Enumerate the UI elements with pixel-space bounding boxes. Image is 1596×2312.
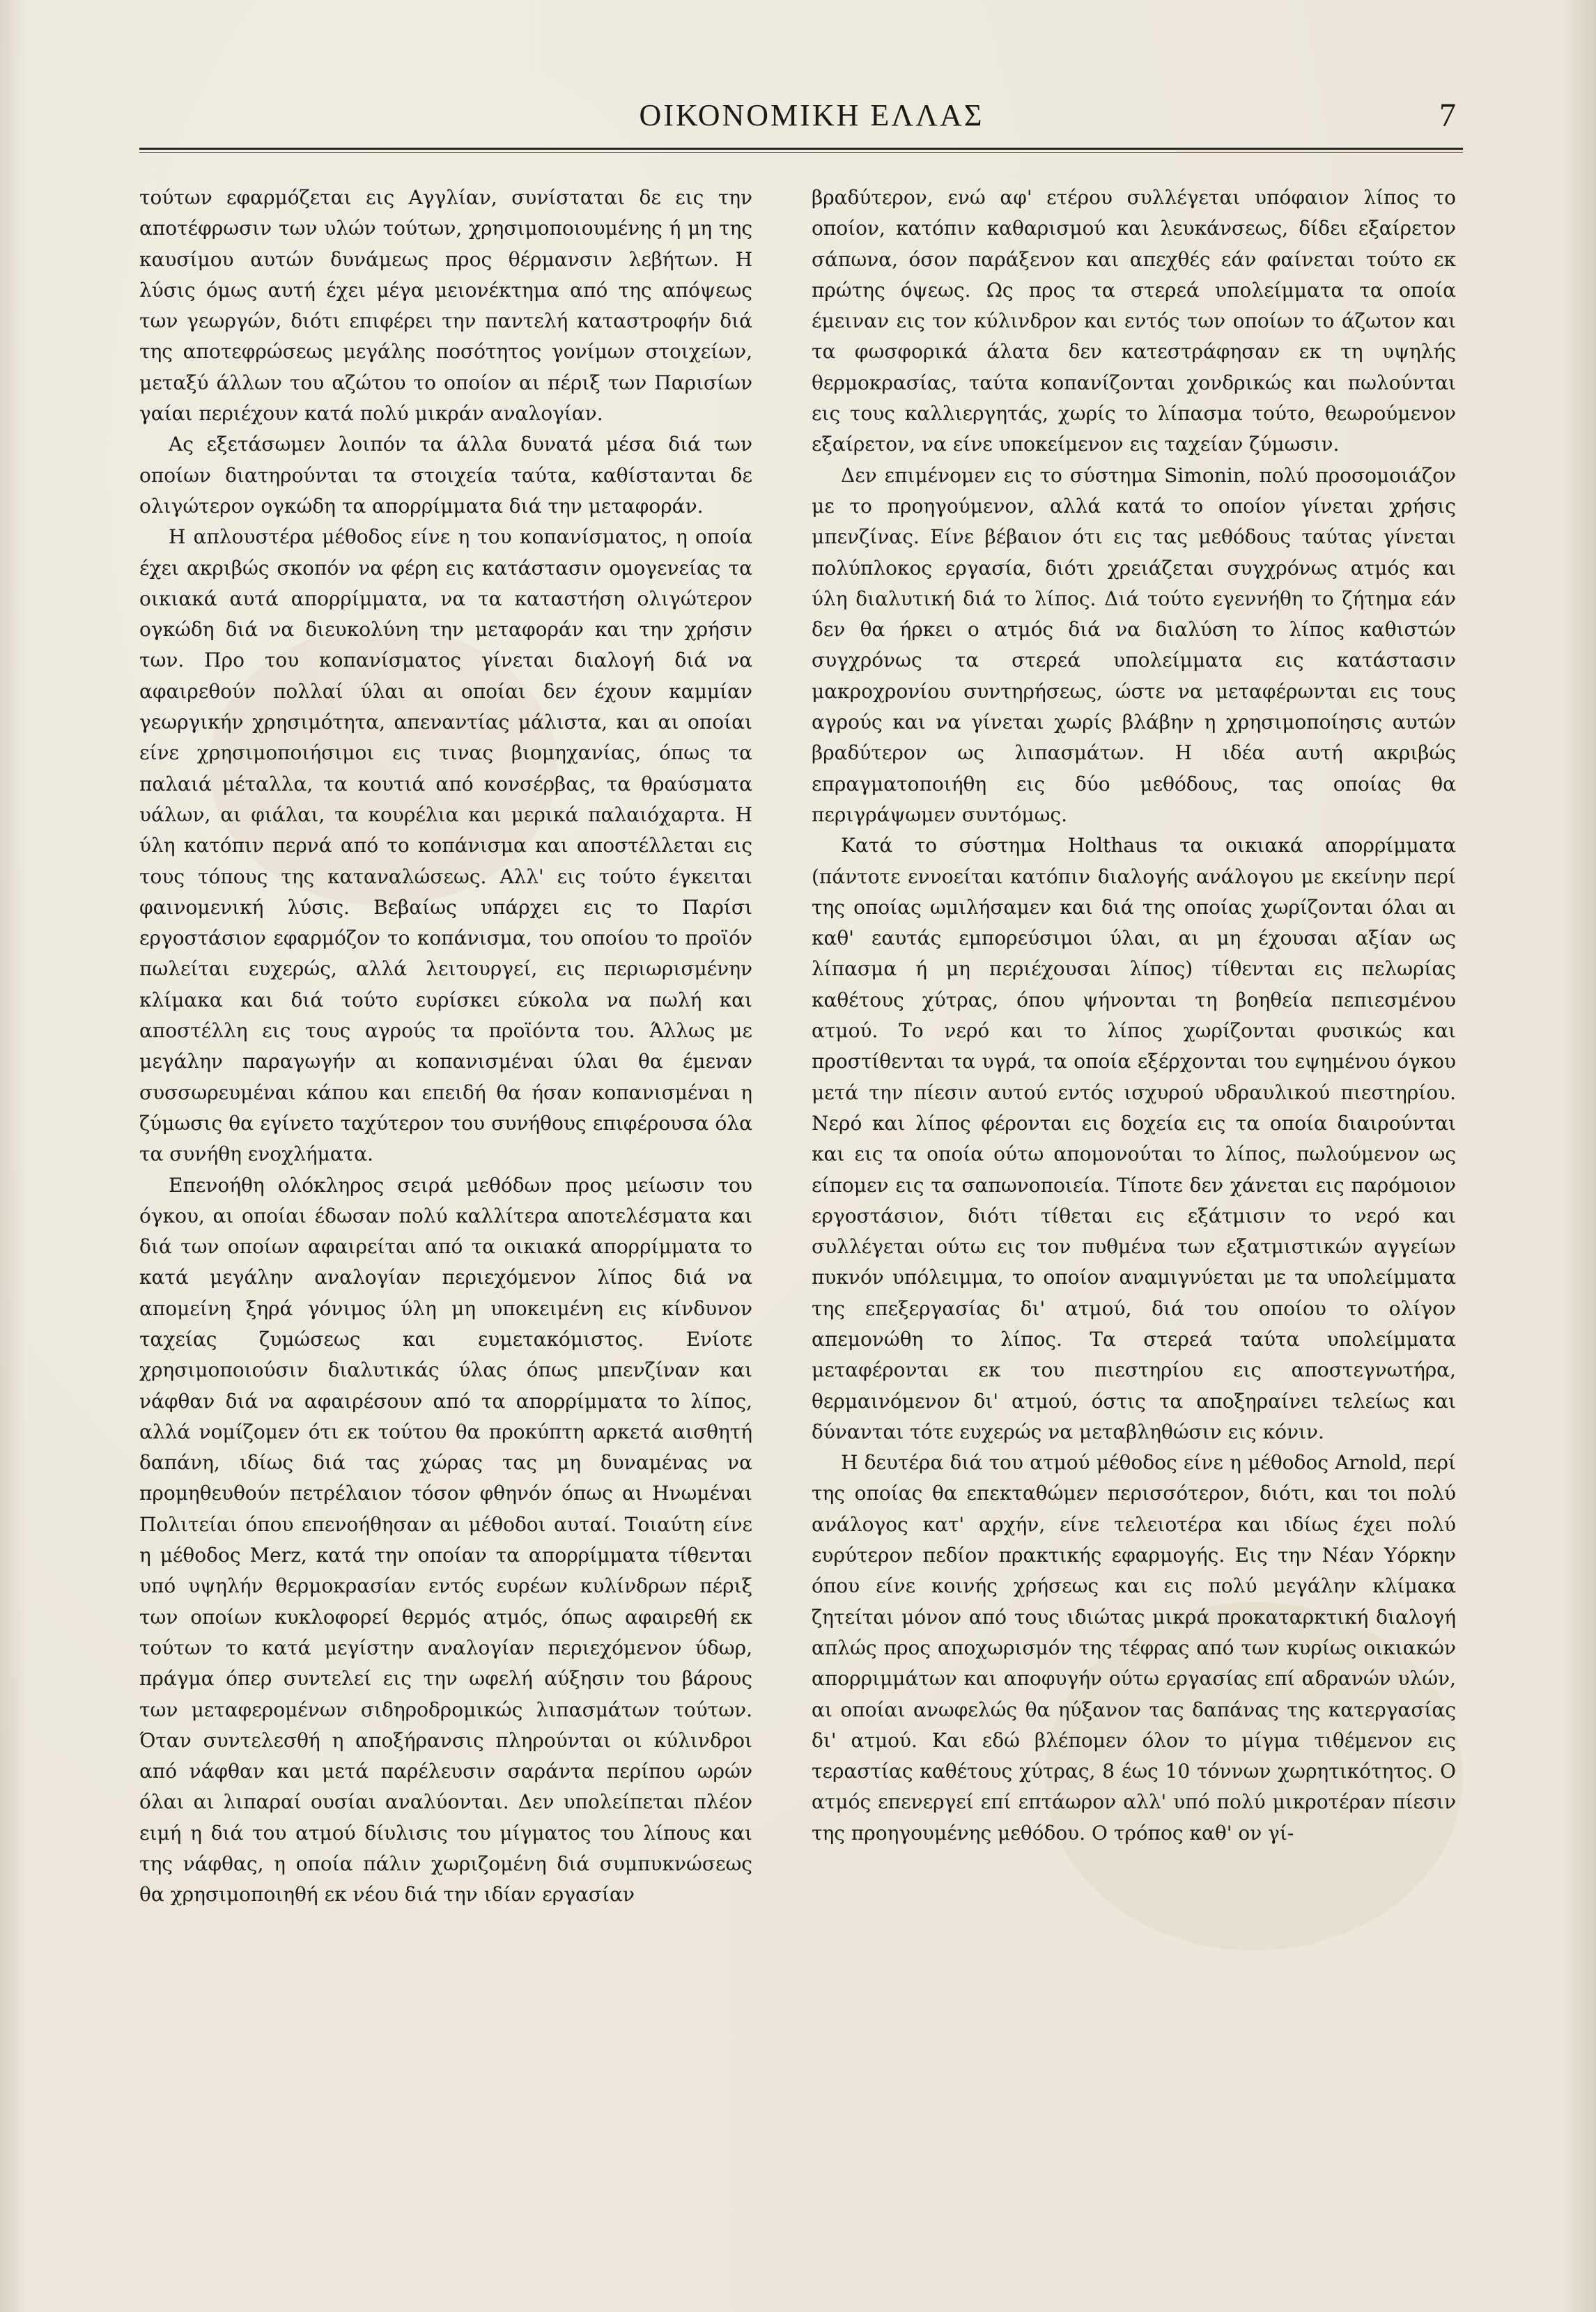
right-column [812, 183, 1456, 1849]
paragraph: βραδύτερον, ενώ αφ' ετέρου συλλέγεται υπόφαιον λίπος το οποίον, κατόπιν καθαρισμού και λευκάνσεως, δίδει εξαίρετον σάπωνα, όσον παράξενον και απεχθές εάν φαίνεται τούτο εκ πρώτης όψεως. Ως προς τα στερεά υπολείμματα τα οποία έμειναν εις τον κύλινδρον και εντός των οποίων το άζωτον και τα φωσφορικά άλατα δεν κατεστράφησαν εκ τη υψηλής θερμοκρασίας, ταύτα κοπανίζονται χονδρικώς και πωλούνται εις τους καλλιεργητάς, χωρίς το λίπασμα τούτο, θεωρούμενον εξαίρετον, να είνε υποκείμενον εις ταχείαν ζύμωσιν. [812, 186, 1456, 456]
paragraph: Επενοήθη ολόκληρος σειρά μεθόδων προς μείωσιν του όγκου, αι οποίαι έδωσαν πολύ καλλίτερα αποτελέσματα και διά των οποίων αφαιρείται από τα οικιακά απορρίμματα το κατά μεγάλην αναλογίαν περιεχόμενον λίπος διά να απομείνη ξηρά γόνιμος ύλη μη υποκειμένη εις κίνδυνον ταχείας ζυμώσεως και ευμετακόμιστος. Ενίοτε χρησιμοποιούσιν διαλυτικάς ύλας όπως μπενζίναν και νάφθαν διά να αφαιρέσουν από τα απορρίμματα το λίπος, αλλά νομίζομεν ότι εκ τούτου θα προκύπτη αρκετά αισθητή δαπάνη, ιδίως διά τας χώρας τας μη δυναμένας να προμηθευθούν πετρέλαιον τόσον φθηνόν όπως αι Ηνωμέναι Πολιτείαι όπου επενοήθησαν αι μέθοδοι αυταί. Τοιαύτη είνε η μέθοδος Merz, κατά την οποίαν τα απορρίμματα τίθενται υπό υψηλήν θερμοκρασίαν εντός ευρέων κυλίνδρων πέριξ των οποίων κυκλοφορεί θερμός ατμός, όπως αφαιρεθή εκ τούτων το κατά μεγίστην αναλογίαν περιεχόμενον ύδωρ, πράγμα όπερ συντελεί εις την ωφελή αύξησιν του βάρους των μεταφερομένων σιδηροδρομικώς λιπασμάτων τούτων. Όταν συντελεσθή η αποξήρανσις πληρούνται οι κύλινδροι από νάφθαν και μετά παρέλευσιν σαράντα περίπου ωρών όλαι αι λιπαραί ουσίαι αναλύονται. Δεν υπολείπεται πλέον ειμή η διά του ατμού δίυλισις του μίγματος του λίπους και της νάφθας, η οποία πάλιν χωριζομένη διά συμπυκνώσεως θα χρησιμοποιηθή εκ νέου διά την ιδίαν εργασίαν [139, 1173, 752, 1907]
paragraph: τούτων εφαρμόζεται εις Αγγλίαν, συνίσταται δε εις την αποτέφρωσιν των υλών τούτων, χρησιμοποιουμένης ή μη της καυσίμου αυτών δυνάμεως προς θέρμανσιν λεβήτων. Η λύσις όμως αυτή έχει μέγα μειονέκτημα από της απόψεως των γεωργών, διότι επιφέρει την παντελή καταστροφήν διά της αποτεφρώσεως μεγάλης ποσότητος γονίμων στοιχείων, μεταξύ άλλων του αζώτου το οποίον αι πέριξ των Παρισίων γαίαι περιέχουν κατά πολύ μικράν αναλογίαν. [139, 186, 752, 426]
paragraph: Κατά το σύστημα Holthaus τα οικιακά απορρίμματα (πάντοτε εννοείται κατόπιν διαλογής ανάλογου με εκείνην περί της οποίας ωμιλήσαμεν και διά της οποίας χωρίζονται όλαι αι καθ' εαυτάς εμπορεύσιμοι ύλαι, αι μη έχουσαι αξίαν ως λίπασμα ή μη περιέχουσαι λίπος) τίθενται εις πελωρίας καθέτους χύτρας, όπου ψήνονται τη βοηθεία πεπιεσμένου ατμού. Το νερό και το λίπος χωρίζονται φυσικώς και προστίθενται τα υγρά, τα οποία εξέρχονται του εψημένου όγκου μετά την πίεσιν αυτού εντός ισχυρού υδραυλικού πιεστηρίου. Νερό και λίπος φέρονται εις δοχεία εις τα οποία διαιρούνται και εις τα οποία ούτω απομονούται το λίπος, πωλούμενον ως είπομεν εις τα σαπωνοποιεία. Τίποτε δεν χάνεται εις παρόμοιον εργοστάσιον, διότι τίθεται εις εξάτμισιν το νερό και συλλέγεται ούτω εις τον πυθμένα των εξατμιστικών αγγείων πυκνόν υπόλειμμα, το οποίον αναμιγνύεται με τα υπολείμματα της επεξεργασίας δι' ατμού, διά του οποίου το ολίγον απεμονώθη το λίπος. Τα στερεά ταύτα υπολείμματα μεταφέρονται εκ του πιεστηρίου εις αποστεγνωτήρα, θερμαινόμενον δι' ατμού, όστις τα αποξηραίνει τελείως και δύνανται τότε ευχερώς να μεταβληθώσιν εις κόνιν. [812, 834, 1456, 1443]
paragraph: Η απλουστέρα μέθοδος είνε η του κοπανίσματος, η οποία έχει ακριβώς σκοπόν να φέρη εις κατάστασιν ομογενείας τα οικιακά αυτά απορρίμματα, να τα καταστήση ολιγώτερον ογκώδη διά να διευκολύνη την μεταφοράν και την χρήσιν των. Προ του κοπανίσματος γίνεται διαλογή διά να αφαιρεθούν πολλαί ύλαι αι οποίαι δεν έχουν καμμίαν γεωργικήν χρησιμότητα, απεναντίας μάλιστα, και αι οποίαι είνε χρησιμοποιήσιμοι εις τινας βιομηχανίας, όπως τα παλαιά μέταλλα, τα κουτιά από κονσέρβας, τα θραύσματα υάλων, αι φιάλαι, τα κουρέλια και μερικά παλαιόχαρτα. Η ύλη κατόπιν περνά από το κοπάνισμα και αποστέλλεται εις τους τόπους της καταναλώσεως. Αλλ' εις τούτο έγκειται φαινομενική λύσις. Βεβαίως υπάρχει εις το Παρίσι εργοστάσιον εφαρμόζον το κοπάνισμα, του οποίου το προϊόν πωλείται ευχερώς, αλλά λειτουργεί, εις περιωρισμένην κλίμακα και διά τούτο ευρίσκει εύκολα να πωλή και αποστέλλη εις τους αγρούς τα προϊόντα του. Άλλως με μεγάλην παραγωγήν αι κοπανισμέναι ύλαι θα έμεναν συσσωρευμέναι κάπου και επειδή θα ήσαν κοπανισμέναι η ζύμωσις θα εγίνετο ταχύτερον του συνήθους επιφέρουσα όλα τα συνήθη ενοχλήματα. [139, 525, 752, 1166]
paragraph: Δεν επιμένομεν εις το σύστημα Simonin, πολύ προσομοιάζον με το προηγούμενον, αλλά κατά το οποίον γίνεται χρήσις μπενζίνας. Είνε βέβαιον ότι εις τας μεθόδους ταύτας γίνεται πολύπλοκος εργασία, διότι χρειάζεται συγχρόνως ατμός και ύλη διαλυτική διά το λίπος. Διά τούτο εγεννήθη το ζήτημα εάν δεν θα ήρκει ο ατμός διά να διαλύση το λίπος καθιστών συγχρόνως τα στερεά υπολείμματα εις κατάστασιν μακροχρονίου συντηρήσεως, ώστε να μεταφέρωνται εις τους αγρούς και να γίνεται χωρίς βλάβην η χρησιμοποίησις αυτών βραδύτερον ως λιπασμάτων. Η ιδέα αυτή ακριβώς επραγματοποιήθη εις δύο μεθόδους, τας οποίας θα περιγράψωμεν συντόμως. [812, 463, 1456, 826]
paragraph: Ας εξετάσωμεν λοιπόν τα άλλα δυνατά μέσα διά των οποίων διατηρούνται τα στοιχεία ταύτα, καθίστανται δε ολιγώτερον ογκώδη τα απορρίμματα διά την μεταφοράν. [139, 433, 752, 518]
header-rule-thin [139, 152, 1463, 153]
journal-title: ΟΙΚΟΝΟΜΙΚΗ ΕΛΛΑΣ [639, 98, 984, 132]
left-column [139, 183, 752, 1911]
page-number: 7 [1439, 97, 1456, 134]
header-rule [139, 148, 1463, 150]
running-header [139, 91, 1484, 146]
paragraph: Η δευτέρα διά του ατμού μέθοδος είνε η μέθοδος Arnold, περί της οποίας θα επεκταθώμεν περισσότερον, διότι, και τοι πολύ ανάλογος κατ' αρχήν, είνε τελειοτέρα και ιδίως έχει πολύ ευρύτερον πεδίον πρακτικής εφαρμογής. Εις την Νέαν Υόρκην όπου είνε κοινής χρήσεως και εις πολύ μεγάλην κλίμακα ζητείται μόνον από τους ιδιώτας μικρά προκαταρκτική διαλογή απλώς προς αποχωρισμόν της τέφρας από των κυρίως οικιακών απορριμμάτων και αποφυγήν ούτω εργασίας επί αδρανών υλών, αι οποίαι ανωφελώς θα ηύξανον τας δαπάνας της κατεργασίας δι' ατμού. Και εδώ βλέπομεν όλον το μίγμα τιθέμενον εις τεραστίας καθέτους χύτρας, 8 έως 10 τόννων χωρητικότητος. Ο ατμός επενεργεί επί επτάωρον αλλ' υπό πολύ μικροτέραν πίεσιν της προηγουμένης μεθόδου. Ο τρόπος καθ' ον γί- [812, 1451, 1456, 1845]
